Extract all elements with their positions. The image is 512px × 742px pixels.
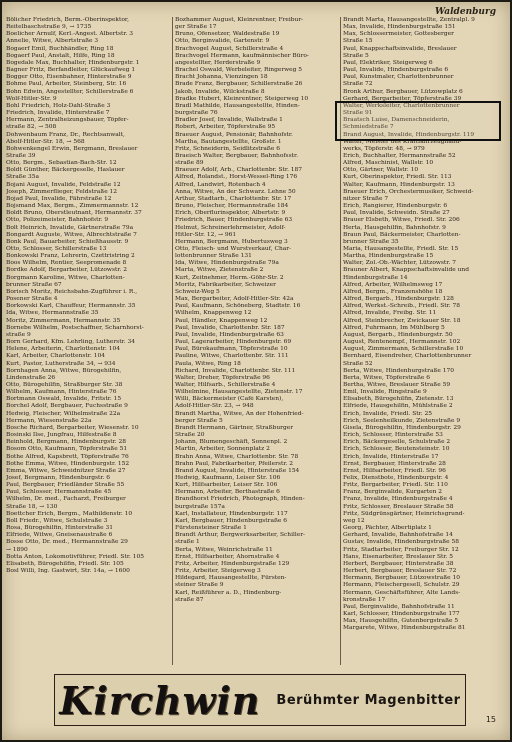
directory-entry: Borisch Moritz, Reichsbahn-Zugführer i. R., [6,288,138,295]
directory-entry: Braun Paul, Bäckermeister, Charlotten- [343,231,461,238]
directory-entry: Bolt Heinrich, Invalide, Gärtnerstraße 79a [6,224,134,231]
directory-entry: Braatsch Luise, Damenschneiderin, [343,117,450,124]
directory-entry: Hitler-Str. 12, → 961 [175,231,237,238]
directory-entry: straße 1 [175,539,200,546]
directory-entry: Bohme Paul, Arbeiter, Steinberg, Str. 16 [6,81,127,88]
directory-entry: Karl, Arbeiter, Charlottenstr. 104 [6,353,105,360]
directory-entry: Bojani August, Invalide, Feldstraße 12 [6,181,121,188]
directory-entry: Bertha, Witwe, Breslauer Straße 59 [343,381,451,388]
directory-entry: Brandt Martha, Witwe, An der Hohenfried- [175,410,304,417]
directory-entry: Schweiz-Weg 5 [175,288,220,295]
directory-entry: Ida, Witwe, Hermannstraße 35 [6,310,99,317]
highlighted-entry-box [335,101,501,141]
directory-entry: Alfred, Landwirt, Rotenbach 4 [175,181,266,188]
directory-entry: werks, Töpferstr. 48, → 979 [343,145,425,152]
directory-entry: Rosa, Bürogehilfin, Hinterstraße 31 [6,525,114,532]
directory-entry: Straße 72 [343,81,373,88]
directory-entry: Hermann, Geschäftsführer, Alte Lands- [343,589,461,596]
directory-entry: Erich, Oberflurinspektor, Albertstr. 9 [175,210,286,217]
directory-entry: August, Zimmermann, Schillerstraße 10 [343,346,464,353]
directory-entry: Alfred, Werkst.-Schreib., Friedl. Str. 78 [343,303,461,310]
directory-entry: Bozhammer August, Kleinrentner, Freibur- [175,17,304,23]
directory-entry: Wilhelmine, Hausangestellte, Zietenstr. 17 [175,389,303,396]
directory-entry: Bothe Emma, Witwe, Hindenburgstr. 152 [6,460,130,467]
directory-entry: Friedrich, Invalide, Hinterstraße 7 [6,110,110,117]
directory-entry: Adolf-Hitler-Str. 23, → 948 [175,403,254,410]
directory-entry: straße 82, → 508 [6,124,57,131]
directory-entry: Bernhard, Eisendreher, Charlottenbrunner [343,353,472,360]
directory-entry: Botta Anton, Lokomotivführer, Friedl. Str. 105 [6,553,144,560]
directory-entry: Walter, Dreher, Töpferstraße 96 [175,374,270,381]
directory-entry: Wilhelm, Dr. med., Facharzt, Freiburger [6,496,126,503]
directory-entry: Bornhagen Anna, Witwe, Bürogehilfin, [6,367,122,374]
directory-entry: burgstraße 76 [175,110,218,117]
directory-entry: Paul, Invalide, Charlottenbr. Str. 187 [175,324,285,331]
directory-entry: Bradke Hubert, Kleinrentner, Steigerweg 10 [175,95,309,102]
directory-entry: Fürstensteiner Straße 1 [175,525,247,532]
directory-entry: Otto, Bürogehilfin, Straßburger Str. 38 [6,381,123,388]
directory-entry: Paul, Schlosser, Hermannstraße 45 [6,489,112,496]
directory-entry: Bogaerf Emil, Buchhändler, Ring 18 [6,45,114,52]
directory-entry: Hedwig, Kaufmann, Leiser Str. 106 [175,475,281,481]
ad-tagline: Berühmter Magenbitter [276,692,461,708]
directory-entry: Bradl Mathilde, Hausangestellte, Hinden- [175,102,300,109]
directory-entry: Elfriede, Hausgehilfin, Mühlstraße 2 [343,403,453,410]
directory-entry: Erich, Invalide, Hinterstraße 17 [343,453,439,460]
directory-entry: Bosse Otto, Dr. med., Hermannstraße 29 [6,539,128,546]
directory-entry: Boldt Günther, Bäckergeselle, Haslauer [6,167,125,174]
directory-entry: Braeuer Adolf, Arb., Charlottenbr. Str. 187 [175,167,303,174]
directory-entry: Paul, Invalide, Hindenburgstraße 63 [175,331,284,338]
directory-entry: Paula, Witwe, Ring 18 [175,360,241,367]
directory-entry: August, Bergarb., Hindenburgstr. 50 [343,331,453,338]
directory-entry: Fritz, Südgrünsgärtner, Heinrichsgrund- [343,510,465,517]
directory-entry: Paul, Bergbauer, Friedländer Straße 55 [6,482,125,489]
directory-entry: Bosinski Ilse, Jungfrau, Hilfestraße 8 [6,432,117,439]
directory-entry: Jakob, Invalide, Wilckstraße 8 [175,88,265,95]
directory-entry: Straße 5 [343,52,369,59]
directory-entry: Moritz, Zimmermann, Hermannstr. 35 [6,317,121,324]
directory-entry: kronstraße 17 [343,596,386,603]
directory-entry: Straße 52 [343,360,373,367]
directory-entry: Alfred, Bergarb., Hindenburgstr. 128 [343,296,454,303]
directory-entry: Joseph, Zimmerflieger, Feldstraße 12 [6,188,118,195]
directory-entry: Dohwenbaum Franz, Dr., Rechtsanwalt, [6,131,125,138]
directory-entry: Herbert, Bergbauer, Hinterstraße 38 [343,560,454,567]
directory-entry: Born Gerhard, Kfm. Lehrling, Lutherstr. 34 [6,339,135,346]
directory-entry: Emil, Invalide, Ringstraße 9 [343,389,427,396]
directory-entry: Bonk Paul, Bauarbeiter, Schießhausstr. 9 [6,238,129,245]
directory-entry: Anna, Witwe, An der Schwarz. Lehne 50 [175,188,296,195]
directory-entry: Bohwenkengel Erwin, Bergmann, Breslauer [6,145,138,152]
directory-entry: Borkowski Karl, Chauffeur, Hermannstr. 35 [6,303,136,310]
directory-entry: Emma, Witwe, Schweidnitzer Straße 27 [6,467,126,474]
directory-entry: Otto, Gärtner, Wallstr. 10 [343,167,419,174]
directory-entry: Straße 39 [6,152,36,159]
directory-entry: Gustav, Invalide, Hindenburgstraße 58 [343,539,460,546]
directory-entry: Hermann, Zentralheizungsbauer, Töpfer- [6,117,129,124]
directory-entry: Fritz, Schlosser, Breslauer Straße 58 [343,503,454,510]
directory-entry: Elfriede, Witwe, Gneisenaustraße 6 [6,532,113,539]
directory-entry: Felix, Dienstbote, Hindenburgstr. 4 [343,475,449,481]
directory-entry: Karl, Installateur, Hindenburgstr. 117 [175,510,288,517]
directory-entry: Margarete, Witwe, Hindenburgstraße 81 [343,625,466,632]
directory-entry: Wilhelm, Knappenweg 12 [175,310,252,317]
directory-entry: Herta, Hausgehilfin, Bahnhofstr. 9 [343,224,446,231]
directory-entry: Walter, Hilfsarb., Schillerstraße 4 [175,381,276,388]
column-divider [172,17,173,665]
directory-entry: Brandt Marta, Hausangestellte, Zentralpl. 9 [343,17,475,23]
directory-entry: straße 9 [6,331,31,338]
directory-entry: Otto, Schlosser, Schillerstraße 13 [6,246,107,252]
directory-entry: steiner Straße 9 [175,582,224,589]
directory-entry: Fritz, Schneiderin, Seidlitzstraße 6 [175,145,280,152]
directory-entry: Kurt, Zeitnehmer, Herm.-Göhr-Str. 2 [175,274,284,281]
directory-entry: Herbert, Bergbauer, Breslauer Str. 72 [343,568,457,575]
directory-entry: Paul, Knappschaftsinvalide, Breslauer [343,45,457,52]
directory-entry: Hans, Eisenarbeiter, Breslauer Str. 5 [343,553,454,560]
directory-entry: August, Rentenempf., Hermannstr. 102 [343,339,461,346]
directory-entry: Walter, Werksleiter, Charlottenbrunner [343,102,460,109]
ad-brand-name: Kirchwin [59,677,261,723]
directory-entry: Brauer Elsbeth, Witwe, Friedl. Str. 206 [343,217,460,224]
directory-entry: Karl, Schlosser, Hindenburgstraße 177 [343,610,460,617]
directory-entry: Erich, Schlosser, Beutensteinstr. 10 [343,446,450,453]
directory-entry: Otto, Polizeimeister, Bahnhofstr. 9 [6,217,109,224]
directory-entry: Karl, Reißführer a. D., Hindenburg- [175,589,282,596]
directory-entry: Paul, Berginvalide, Bahnhofstraße 11 [343,603,455,610]
directory-entry: → 1890 [6,546,28,553]
directory-entry: Fritz, Stadtarbeiter, Freiburger Str. 12 [343,546,459,553]
directory-entry: Gerhard, Invalide, Bahnhofstraße 14 [343,532,453,539]
directory-entry: Straße 18, → 130 [6,503,58,510]
directory-entry: Abolf-Hitler-Str. 18, → 568 [6,138,85,145]
directory-entry: Erich, Buchhalter, Hermannstraße 52 [343,152,456,159]
page-number: 15 [485,715,496,724]
directory-entry: Braeuer August, Pensionär, Bahnhofstr. [175,131,293,138]
directory-entry: Ernst, Bergbauer, Hinterstraße 28 [343,460,446,467]
directory-entry: Alfred, Arbeiter, Wilhelmsweg 17 [343,281,443,288]
directory-entry: Fritz, Arbeiter, Steigerweg 3 [175,568,261,575]
directory-entry: Martha, Hindenburgstraße 15 [343,253,434,260]
directory-entry: Bradler Josef, Invalide, Wallstraße 1 [175,117,283,124]
directory-entry: Bracht Johanna, Vienzingen 18 [175,74,268,81]
directory-entry: Brandt Hermann, Gärtner, Straßburger [175,424,294,431]
directory-entry: Ernst, Hilfsarbeiter, Friedl. Str. 96 [343,467,446,474]
directory-entry: Hildegard, Hausangestellte, Fürsten- [175,575,287,582]
directory-entry: Bojsmand Max, Bergm., Zimmermannstr. 12 [6,203,139,210]
directory-entry: Brandt Arthur, Bergwerksarbeiter, Schiller- [175,532,306,539]
directory-entry: ger Straße 17 [175,24,217,31]
directory-entry: Walter, Kaufmann, Hindenburgstr. 13 [343,181,455,188]
directory-entry: Franz, Berginvalide, Kurgarten 2 [343,489,442,496]
directory-entry: straße 89 [175,160,204,167]
directory-entry: Bosl Willi, Ing. Gastwirt, Str. 14a, → 1600 [6,568,130,575]
directory-entry: Brandhorst Friedrich, Photograph, Hinden- [175,496,305,503]
directory-entry: Bothe Alfred, Kapsbrett, Töpferstraße 76 [6,453,129,460]
directory-entry: Max, Bergarbeiter, Adolf-Hitler-Str. 42a [175,296,294,303]
directory-entry: Brahn Paul, Fabrikarbeiter, Pfeilerstr. 2 [175,460,293,467]
directory-entry: weg 12 [343,517,365,524]
directory-entry: Max, Hausgehilfin, Gutenbergstraße 5 [343,618,459,625]
directory-entry: Bordke Adolf, Bergarbeiter, Lützowstr. 2 [6,267,128,274]
directory-entry: Bogaerf Paul, Anstalt, Hilfe, Ring 18 [6,52,115,59]
directory-entry: brunner Straße 35 [343,238,399,245]
directory-entry: Brachvogel August, Schillerstraße 4 [175,45,284,52]
directory-entry: Borgmann Karoline, Witwe, Charlotten- [6,274,125,281]
directory-entry: Bornebe Wilhelm, Postschaffner, Scharnhorst- [6,324,144,331]
directory-entry: Bruno, Fleischer, Hermannstraße 184 [175,203,289,210]
directory-entry: Alfred, Maschinist, Wallstr. 10 [343,160,434,167]
directory-entry: Bölicher Friedrich, Berm.-Oberinspektor, [6,17,129,23]
directory-entry: Reitelbaschstraße 9, → 1735 [6,24,92,31]
directory-entry: Wolf-Hitler-Str. 9 [6,95,57,102]
directory-entry: Berta, Witwe, Weinrichstraße 11 [175,546,273,553]
directory-entry: Borchel Adolf, Bergbauer, Fuchsstraße 9 [6,403,128,410]
directory-entry: Reinhold, Bergmann, Hindenburgstr. 28 [6,439,126,446]
directory-entry: Straße 20 [175,432,205,439]
directory-entry: straße 87 [175,596,204,603]
directory-entry: Boos Wilhelm, Rentier, Seepromenade 8 [6,260,127,267]
directory-entry: Bojad Paul, Invalide, Fährstraße 12 [6,195,112,202]
directory-entry: Annelie, Witwe, Albertstraße 3 [6,38,99,45]
directory-entry: Walter, Zol.-Ob.-Wächter, Lützowstr. 7 [343,260,456,267]
directory-entry: Martin, Arbeiter, Sonnenplatz 2 [175,446,270,453]
directory-entry: Boll Friedr., Witwe, Schulstraße 3 [6,517,108,524]
directory-entry: Helmut, Schreinerlehrmeister, Adolf- [175,224,286,231]
directory-entry: angestellter, Herderstraße 9 [175,59,261,66]
directory-entry: Erich, Schlosser, Hinterstraße 53 [343,432,443,439]
directory-entry: Friedrich, Bauer, Hindenburgstraße 63 [175,217,293,224]
directory-entry: Max, Schlossermeister, Gottesberger [343,31,454,38]
directory-entry: Kurt, Hilfsarbeiter, Leiser Str. 106 [175,482,278,489]
directory-entry: brunner Straße 67 [6,281,62,288]
directory-entry: Bogedale Max, Buchhalter, Hindenburgstr. 1 [6,59,140,66]
directory-entry: Franz, Invalide, Hindenburgstraße 4 [343,496,453,503]
directory-entry: Braeisch Walter, Bergbauer, Bahnhofsstr. [175,152,298,159]
directory-entry: Paul, Bürokaufmann, Töpferstraße 10 [175,346,288,353]
directory-entry: Hermann, Bergmann, Hubertusweg 3 [175,238,288,245]
directory-entry: Elisabeth, Bürogehilfin, Friedl. Str. 105 [6,560,124,567]
advertisement-banner [54,674,466,726]
directory-entry: Bagner Fritz, Berfandleiter, Glückaufweg 1 [6,67,136,74]
directory-entry: Posener Straße 4 [6,296,58,303]
directory-entry: Erich, Bäckergeselle, Schulstraße 2 [343,439,451,446]
directory-entry: berger Straße 5 [175,417,223,424]
directory-entry: Bonkowski Franz, Lehrerin, Czettristring 2 [6,253,135,260]
directory-entry: Paul, Invalide, Hindenburgstraße 6 [343,67,449,74]
directory-entry: Brand August, Invalide, Hinterstraße 154 [175,467,300,474]
directory-entry: Hindenburgstraße 14 [343,274,408,281]
directory-entry: Brade Franz, Bergbauer, Schillerstraße 26 [175,81,303,88]
directory-entry: Bruno, Ofensetzer, Waldestraße 19 [175,31,280,38]
directory-entry: Moritz, Fabrikarbeiter, Schweizer [175,281,276,288]
directory-entry: Karl, Bergbauer, Hindenburgstraße 6 [175,517,288,524]
directory-entry: Bohl Friedrich, Holz-Dahl-Straße 3 [6,102,111,109]
directory-entry: Erich, Seelenheilkunde, Zietenstraße 9 [343,417,461,424]
directory-entry: Arthur, Stadtarb., Charlottenbr. Str. 17 [175,195,292,202]
directory-entry: Brachel Oswald, Werbeleiter, Ringerweg 5 [175,67,303,74]
directory-entry: Paul, Lagerarbeiter, Hindenburgstr. 69 [175,339,292,346]
directory-entry: Bosche Richard, Bergarbeiter, Wiesenstr. 10 [6,424,139,431]
directory-entry: nitzer Straße 7 [343,195,389,202]
directory-entry: Brahn Anna, Witwe, Charlottenbr. Str. 78 [175,453,299,460]
directory-entry: Josef, Bergmann, Hindenburgstr. 6 [6,475,111,481]
directory-entry: Otto, Bergm., Sebastian-Bach-Str. 12 [6,160,117,167]
directory-entry: Hermann, Wiesenstraße 22a [6,417,92,424]
directory-page [2,2,510,740]
directory-entry: Kurt, Pastor, Lutherstraße 34, → 934 [6,360,116,367]
directory-entry: Ida, Witwe, Hindenburgstraße 79a [175,260,279,267]
directory-entry: Brachvogel Hermann, kaufmännischer Büro- [175,52,309,59]
directory-entry: lottenbrunner Straße 131 [175,253,252,260]
directory-entry: Paul, Kunstmaler, Charlottenbrunner [343,74,454,81]
directory-entry: Fritz, Arbeiter, Hindenburgstraße 129 [175,560,290,567]
directory-entry: Georg, Pächter, Albertiplatz 1 [343,525,432,532]
directory-entry: burgstraße 157a [175,503,225,510]
directory-entry: Alfred, Bergm., Franzenshöhe 18 [343,288,443,295]
directory-entry: Hermann, Bergbauer, Lützowstraße 10 [343,575,461,582]
directory-entry: Berta, Witwe, Hindenburgstraße 170 [343,367,455,374]
directory-entry: Johann, Blumengeschäft, Sonnenpl. 2 [175,439,288,446]
directory-entry: Kurt, Oberinspektor, Friedl. Str. 113 [343,174,452,181]
directory-entry: Bohn Edwin, Angestellter, Schillerstraße 6 [6,88,134,95]
directory-entry: Erich, Invalide, Friedl. Str. 25 [343,410,433,417]
directory-entry: Bortmann Oswald, Invalide, Fritstr. 15 [6,396,122,403]
directory-entry: Brauner Albert, Knappschaftsinvalide und [343,267,469,274]
directory-entry: Straße 91 [343,110,373,117]
directory-entry: Boelicher Arnulf, Kerl.-Angest. Albertstr. 3 [6,31,134,38]
directory-entry: Hermann, Fleischergesell, Schulstr. 29 [343,582,460,589]
directory-entry: Alfred, Rolandst., Horst-Wessel-Ring 176 [175,174,298,181]
running-head: Waldenburg [434,7,496,17]
directory-entry: Helene, Arbeiterin, Charlottenstr. 104 [6,346,120,353]
directory-entry: Paul, Händler, Knappenweg 12 [175,317,268,324]
directory-entry: Paul, Invalide, Schweidn. Straße 27 [343,210,450,217]
directory-entry: Otto, Berginvalide, Gartenstr. 9 [175,38,270,45]
directory-entry: Hermann, Arbeiter, Berthastraße 6 [175,489,280,496]
directory-entry: Wilhelm, Kaufmann, Hinterstraße 76 [6,389,117,396]
directory-entry: Straße 15 [343,38,373,45]
directory-entry: Straße 35a [6,174,40,181]
directory-entry: Bosom Otto, Kaufmann, Töpferstraße 51 [6,446,128,453]
directory-entry: Berta, Witwe, Töpferstraße 6 [343,374,430,381]
directory-entry: Boldt Bruno, Oberstleutnant, Hermannstr. 37 [6,210,142,217]
directory-entry: Elisabeth, Bürogehilfin, Zietenstr. 13 [343,396,454,403]
directory-entry: Marta, Witwe, Zietenstraße 2 [175,267,264,274]
directory-entry: Bongardt Auguste, Witwe, Albrechtstraße 7 [6,231,137,238]
directory-entry: Gerhard, Bergarbeiter, Töpferstraße 39 [343,95,462,102]
directory-entry: Alfred, Steinbrecher, Zwickauer Str. 18 [343,317,461,324]
directory-entry: Martha, Bautangestellte, Großstr. 1 [175,138,282,145]
directory-entry: Richard, Invalide, Charlottenbr. Str. 111 [175,367,296,374]
directory-entry: Ernst, Hilfsarbeiter, Ahornstraße 4 [175,553,280,560]
directory-entry: Bogger Otto, Eisenbahner, Hinterstraße 9 [6,74,132,81]
directory-entry: Gisela, Bürogehilfin, Hindenburgstr. 29 [343,424,461,431]
directory-column-2 [175,17,338,665]
directory-entry: Paul, Kaufmann, Schöneberg, Stadtstr. 16 [175,303,301,310]
directory-entry: Pauline, Witwe, Charlottenbr. Str. 111 [175,353,289,360]
directory-column-1 [6,17,169,665]
directory-entry: Walter, Meister des Kraftfahrzeughand- [343,138,462,145]
directory-entry: Willi, Bäckermeister (Café Karsten), [175,396,284,403]
directory-entry: Otto, Fleisch- und Wurstverkauf, Char- [175,246,292,252]
directory-entry: Brand August, Invalide, Hindenburgstr. 119 [343,131,475,138]
directory-entry: Bronk Arthur, Bergbauer, Lützowplatz 6 [343,88,463,95]
directory-entry: Alfred, Fuhrmann, Im Mühlberg 5 [343,324,445,331]
directory-entry: Braeuer Erich, Orchestermusiker, Schweid- [343,188,474,195]
directory-entry: Robert, Arbeiter, Töpferstraße 95 [175,124,276,131]
directory-entry: Erich, Rangierer, Hindenburgstr. 6 [343,203,448,210]
directory-entry: Hedwig, Fleischer, Wilhelmstraße 22a [6,410,121,417]
directory-entry: Paul, Elektriker, Steigerweg 6 [343,59,433,66]
directory-entry: Maria, Hausangestellte, Friedl. Str. 15 [343,246,459,252]
directory-entry: Boettcher Erich, Bergm., Mathildenstr. 10 [6,510,133,517]
directory-entry: Schmiedstraße 7 [343,124,394,131]
directory-entry: Max, Invalide, Hindenburgstraße 151 [343,24,456,31]
directory-entry: Fritz, Bergarbeiter, Friedl. Str. 110 [343,482,448,489]
directory-entry: Alfred, Invalide, Freibg. Str. 11 [343,310,437,317]
directory-entry: Lindenstraße 26 [6,374,56,381]
